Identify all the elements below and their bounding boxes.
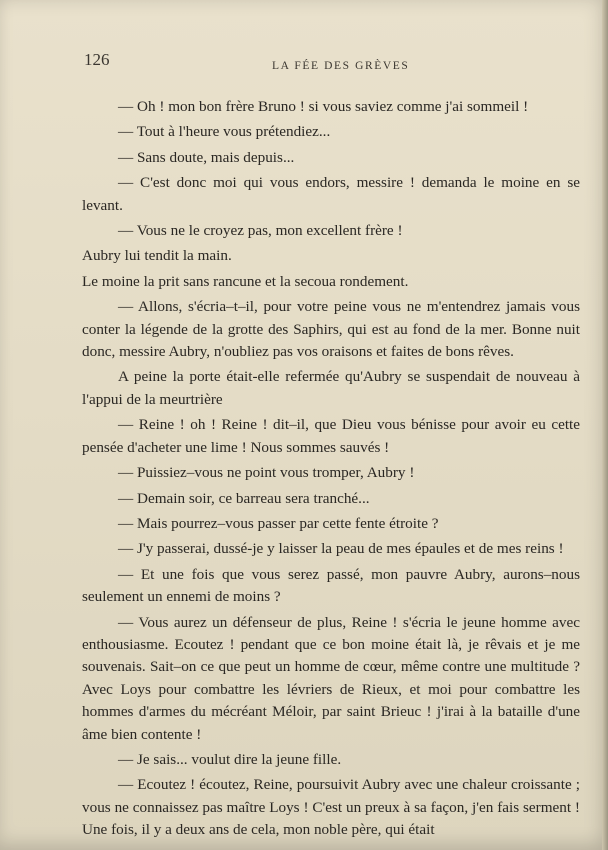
paragraph: — Tout à l'heure vous prétendiez... xyxy=(118,123,331,141)
paragraph: — Reine ! oh ! Reine ! dit–il, que Dieu vous bénisse pour avoir eu cette pensée d'acheter une lime ! Nous sommes sauvés ! xyxy=(82,416,580,456)
paragraph: — Allons, s'écria–t–il, pour votre peine vous ne m'entendrez jamais vous conter la légende de la grotte des Saphirs, qui est au fond de la mer. Bonne nuit donc, messire Aubry, n'oubliez pas vos oraisons et faites de bons rêves. xyxy=(82,298,580,361)
paragraph: — Puissiez–vous ne point vous tromper, Aubry ! xyxy=(118,464,415,482)
paragraph: — Je sais... voulut dire la jeune fille. xyxy=(118,750,342,768)
paragraph: A peine la porte était-elle refermée qu'Aubry se suspendait de nouveau à l'appui de la meurtrière xyxy=(82,368,580,408)
page-number: 126 xyxy=(84,50,110,69)
page-edge xyxy=(602,0,608,850)
paragraph: — Demain soir, ce barreau sera tranché... xyxy=(118,489,370,507)
body-text xyxy=(82,96,580,842)
paragraph: — Et une fois que vous serez passé, mon pauvre Aubry, aurons–nous seulement un ennemi de moins ? xyxy=(82,565,580,606)
paragraph: — Vous ne le croyez pas, mon excellent frère ! xyxy=(118,222,403,240)
running-title: LA FÉE DES GRÈVES xyxy=(272,60,410,72)
paragraph: Aubry lui tendit la main. xyxy=(82,247,232,265)
paragraph: — Vous aurez un défenseur de plus, Reine ! s'écria le jeune homme avec enthousiasme. Ecoutez ! pendant que ce bon moine était là, je rêvais et je me souvenais. Sait–on ce que peut un homme de cœur, même contre une multitude ? Avec Loys pour combattre les lévriers de Rieux, et moi pour combattre les hommes d'armes du mécréant Méloir, par saint Brieuc ! j'irai à la bataille d'une âme bien contente ! xyxy=(82,613,580,743)
paragraph: — C'est donc moi qui vous endors, messire ! demanda le moine en se levant. xyxy=(82,174,580,214)
paragraph: — Sans doute, mais depuis... xyxy=(118,148,295,166)
page-header xyxy=(84,48,578,74)
paragraph: Le moine la prit sans rancune et la secoua rondement. xyxy=(82,272,409,290)
paragraph: — Ecoutez ! écoutez, Reine, poursuivit Aubry avec une chaleur croissante ; vous ne connaissez pas maître Loys ! C'est un preux à sa façon, j'en fais serment ! Une fois, il y a deux ans de cela, mon noble père, qui était xyxy=(82,776,580,839)
paragraph: — J'y passerai, dussé-je y laisser la peau de mes épaules et de mes reins ! xyxy=(118,540,564,558)
paragraph: — Oh ! mon bon frère Bruno ! si vous saviez comme j'ai sommeil ! xyxy=(118,98,529,115)
paragraph: — Mais pourrez–vous passer par cette fente étroite ? xyxy=(118,514,439,532)
